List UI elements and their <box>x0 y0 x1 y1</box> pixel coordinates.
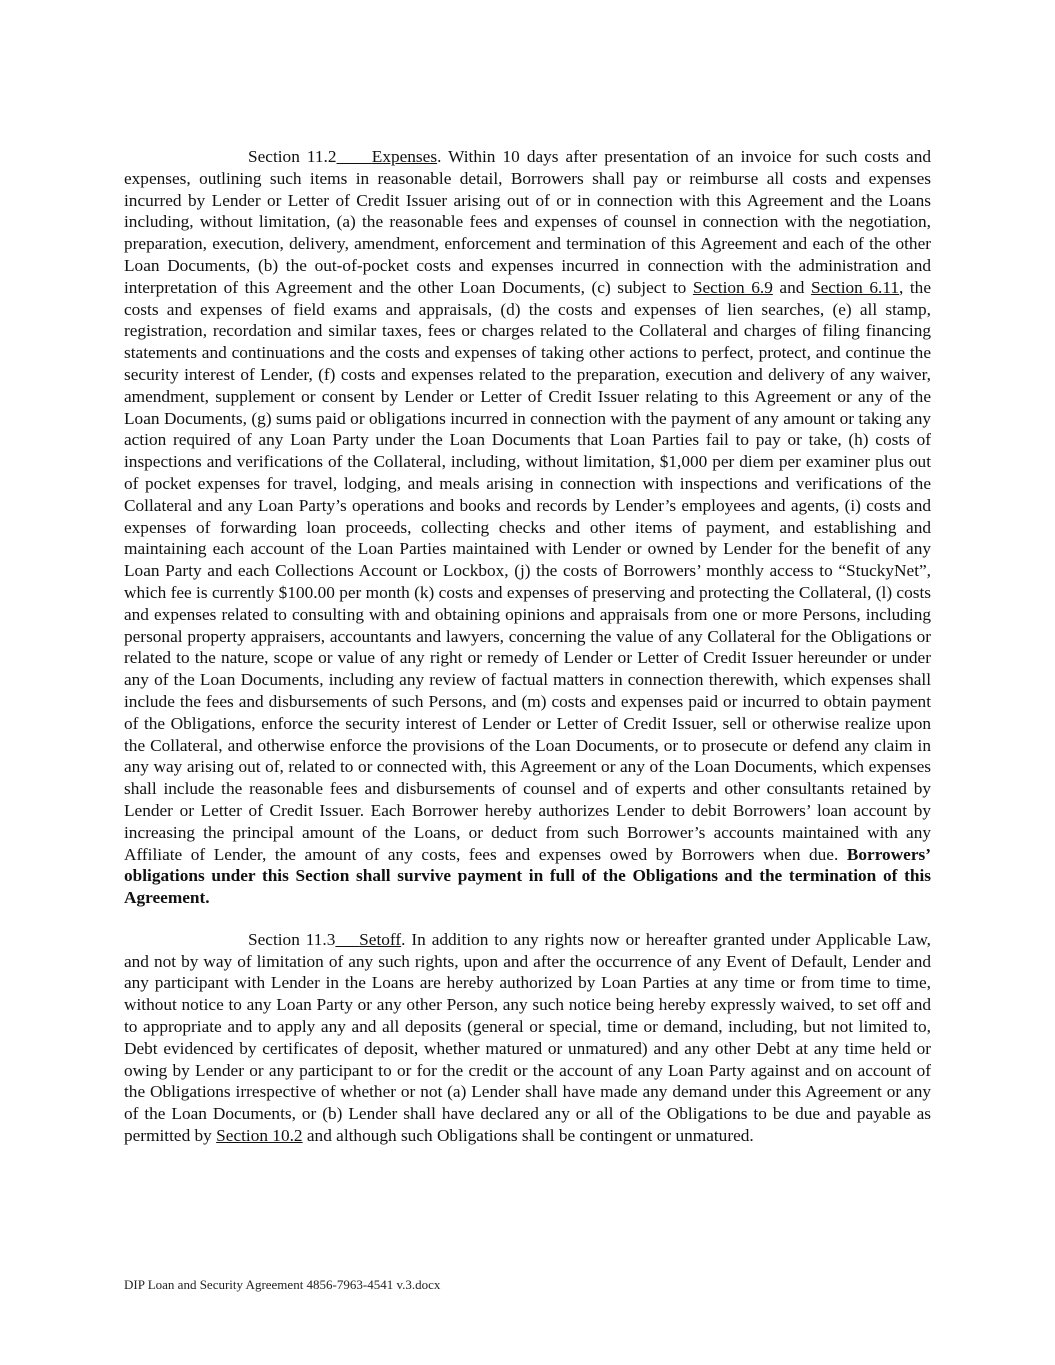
section-6-9-reference: Section 6.9 <box>692 277 773 297</box>
section-11-3-body-part2: and although such Obligations shall be contingent or unmatured. <box>302 1126 754 1146</box>
section-10-2-reference: Section 10.2 <box>216 1126 303 1146</box>
section-11-2-survival-clause: Borrowers’ obligations under this Section shall survive payment in full of the Obligations and the termination of this Agreement. <box>124 844 931 908</box>
document-footer: DIP Loan and Security Agreement 4856-7963-4541 v.3.docx <box>124 1277 441 1292</box>
section-11-2-title: Expenses <box>371 147 438 166</box>
section-11-2-body-part3: , the costs and expenses of field exams and appraisals, (d) the costs and expenses of lien searches, (e) all stamp, registration, recordation and similar taxes, fees or charges related to the Collateral and charges of filing financing statements and continuations and the costs and expenses of taking other actions to perfect, protect, and continue the security interest of Lender, (f) costs and expenses related to the preparation, execution and delivery of any waiver, amendment, supplement or consent by Lender or Letter of Credit Issuer relating to this Agreement or any of the Loan Documents, (g) sums paid or obligations incurred in connection with the payment of any amount or taking any action required of any Loan Party under the Loan Documents that Loan Parties fail to pay or take, (h) costs of inspections and verifications of the Collateral, including, without limitation, $1,000 per diem per examiner plus out of pocket expenses for travel, lodging, and meals arising in connection with inspections and verifications of the Collateral and any Loan Party’s operations and books and records by Lender’s employees and agents, (i) costs and expenses of forwarding loan proceeds, collecting checks and other items of payment, and establishing and maintaining each account of the Loan Parties maintained with Lender or owned by Lender for the benefit of any Loan Party and each Collections Account or Lockbox, (j) the costs of Borrowers’ monthly access to “StuckyNet”, which fee is currently $100.00 per month (k) costs and expenses of preserving and protecting the Collateral, (l) costs and expenses related to consulting with and obtaining opinions and appraisals from one or more Persons, including personal property appraisers, accountants and lawyers, concerning the value of any Collateral for the Obligations or related to the nature, scope or value of any right or remedy of Lender or Letter of Credit Issuer hereunder or under any of the Loan Documents, including any review of factual matters in connection therewith, which expenses shall include the fees and disbursements of such Persons, and (m) costs and expenses paid or incurred to obtain payment of the Obligations, enforce the security interest of Lender or Letter of Credit Issuer, sell or otherwise realize upon the Collateral, and otherwise enforce the provisions of the Loan Documents, or to prosecute or defend any claim in any way arising out of, related to or connected with, this Agreement or any of the Loan Documents, which expenses shall include the reasonable fees and disbursements of counsel and of experts and other consultants retained by Lender or Letter of Credit Issuer. Each Borrower hereby authorizes Lender to debit Borrowers’ loan account by increasing the principal amount of the Loans, or deduct from such Borrower’s accounts maintained with any Affiliate of Lender, the amount of any costs, fees and expenses owed by Borrowers when due. <box>124 277 931 864</box>
document-page <box>124 146 931 1147</box>
section-11-3-number: Section 11.3 <box>248 929 336 949</box>
section-11-3-body-part1: . In addition to any rights now or hereafter granted under Applicable Law, and not by way of limitation of any such rights, upon and after the occurrence of any Event of Default, Lender and any participant with Lender in the Loans are hereby authorized by Loan Parties at any time or from time to time, without notice to any Loan Party or any other Person, any such notice being hereby expressly waived, to set off and to appropriate and to apply any and all deposits (general or special, time or demand, including, but not limited to, Debt evidenced by certificates of deposit, whether matured or unmatured) and any other Debt at any time held or owing by Lender or any participant to or for the credit or the account of any Loan Party against and on account of the Obligations irrespective of whether or not (a) Lender shall have made any demand under this Agreement or any of the Loan Documents, or (b) Lender shall have declared any or all of the Obligations to be due and payable as permitted by <box>124 929 932 1146</box>
section-6-11-reference: Section 6.11 <box>810 277 899 297</box>
section-11-2-paragraph <box>124 146 931 909</box>
section-11-3-title: Setoff <box>359 929 402 949</box>
section-11-2-body-part2: and <box>772 277 811 297</box>
section-11-3-paragraph <box>124 929 931 1147</box>
section-11-2-body-part1: . Within 10 days after presentation of an invoice for such costs and expenses, outlining such items in reasonable detail, Borrowers shall pay or reimburse all costs and expenses incurred by Lender or Letter of Credit Issuer arising out of or in connection with this Agreement and the Loans including, without limitation, (a) the reasonable fees and expenses of counsel in connection with the negotiation, preparation, execution, delivery, amendment, enforcement and termination of this Agreement and each of the other Loan Documents, (b) the out-of-pocket costs and expenses incurred in connection with the administration and interpretation of this Agreement and the other Loan Documents, (c) subject to <box>124 147 931 297</box>
section-11-2-number: Section 11.2 <box>248 147 337 166</box>
